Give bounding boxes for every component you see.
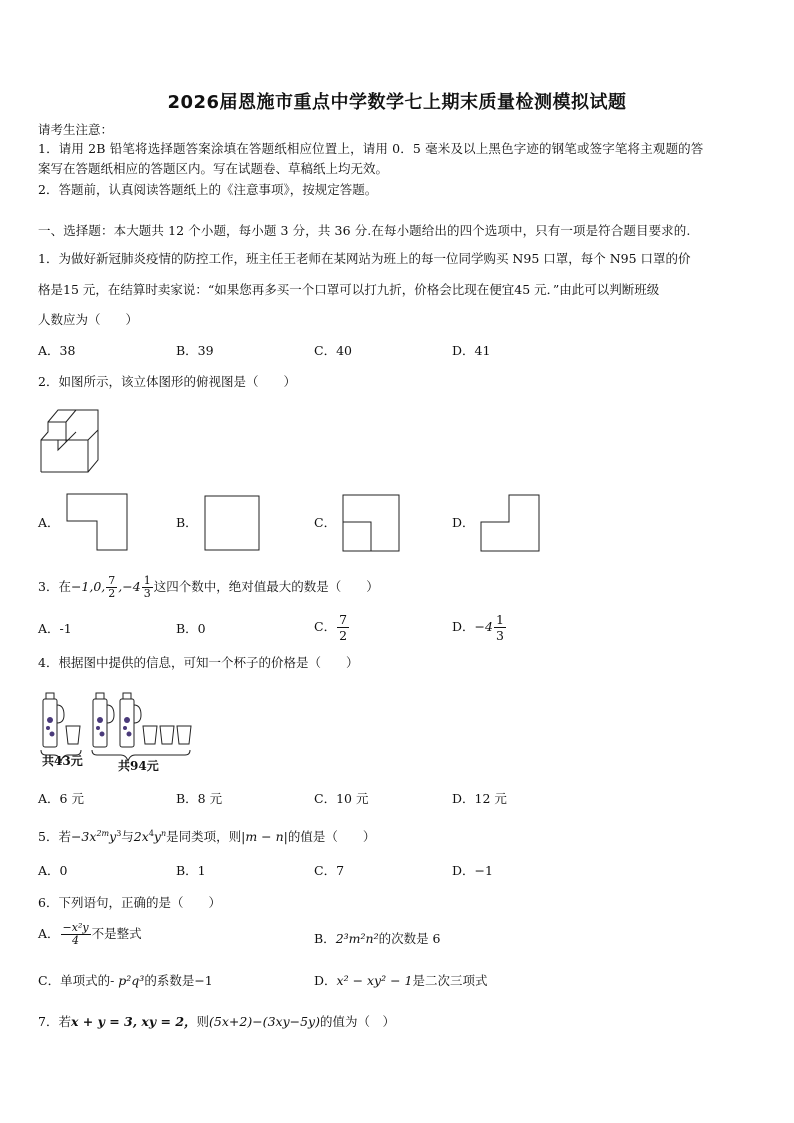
q4-option-c[interactable]: C．10 元 — [314, 791, 369, 806]
page-title: 2026届恩施市重点中学数学七上期末质量检测模拟试题 — [167, 92, 627, 113]
q4-option-a[interactable]: A．6 元 — [38, 791, 84, 806]
q7-prefix: 7．若 — [38, 1014, 71, 1029]
q3-separator: ,−4 — [118, 579, 141, 594]
q7-condition: x + y = 3, xy = 2， — [70, 1014, 197, 1029]
q6-option-b[interactable] — [314, 930, 441, 948]
q6-option-c[interactable] — [38, 972, 213, 990]
q2-stem: 2．如图所示，该立体图形的俯视图是（ ） — [38, 374, 296, 389]
q7-then: 则 — [196, 1014, 210, 1029]
q5-option-a[interactable]: A．0 — [38, 863, 68, 878]
q5-option-d[interactable]: D．−1 — [452, 863, 493, 878]
q6-option-a-text: 不是整式 — [91, 926, 142, 941]
q7-expression: (5x+2)−(3xy−5y) — [209, 1014, 320, 1029]
q2-option-a-label[interactable]: A． — [38, 515, 60, 530]
notice-item-1-line-2: 案写在答题纸相应的答题区内。写在试题卷、草稿纸上均无效。 — [38, 161, 389, 176]
q3-option-d-fraction: $\frac{1}{3}$ — [495, 612, 504, 643]
q4-option-d[interactable]: D．12 元 — [452, 791, 507, 806]
q3-prefix: 3．在 — [38, 579, 71, 594]
q6-option-c-text: 的系数是−1 — [144, 973, 213, 988]
q5-and: 与 — [121, 829, 134, 845]
q2-option-c-label[interactable]: C． — [314, 515, 337, 530]
notice-item-1-line-1: 1．请用 2B 铅笔将选择题答案涂填在答题纸相应位置上，请用 0．5 毫米及以上黑色字迹的钢笔或签字笔将主观题的答 — [38, 141, 704, 156]
q3-fraction-1: $\frac{7}{2}$ — [108, 574, 116, 600]
q2-option-d-label[interactable]: D． — [452, 515, 475, 530]
section-heading: 一、选择题：本大题共 12 个小题，每小题 3 分，共 36 分.在每小题给出的四个选项中，只有一项是符合题目要求的. — [38, 223, 691, 238]
q5-term-2-y: y — [153, 829, 161, 845]
q2-option-d-figure[interactable] — [480, 494, 540, 552]
q5-option-b[interactable]: B．1 — [176, 863, 206, 878]
q5-term-1-y: y — [109, 829, 117, 845]
q6-stem: 6．下列语句，正确的是（ ） — [38, 895, 221, 910]
q3-option-d-whole: −4 — [474, 619, 493, 634]
q1-option-a[interactable]: A．38 — [38, 343, 76, 358]
notice-item-2: 2．答题前，认真阅读答题纸上的《注意事项》，按规定答题。 — [38, 182, 378, 197]
q6-option-d-label: D． — [314, 973, 337, 988]
q5-middle: 是同类项，则 — [166, 829, 242, 845]
q3-option-c-label: C． — [314, 619, 337, 634]
q5-suffix: 的值是（ ） — [287, 829, 376, 845]
q5-option-c[interactable]: C．7 — [314, 863, 345, 878]
q6-option-a[interactable] — [38, 922, 142, 947]
q3-stem — [38, 575, 379, 600]
q2-option-c-figure[interactable] — [342, 494, 400, 552]
q4-stem: 4．根据图中提供的信息，可知一个杯子的价格是（ ） — [38, 655, 359, 670]
q5-term-1-exp-x: 2m — [96, 829, 110, 838]
q4-caption-1: 共43元 — [42, 754, 83, 768]
q6-option-b-expr: 2³m²n² — [335, 931, 379, 946]
solid-figure-diagram — [38, 402, 104, 476]
q5-term-1: −3x — [70, 829, 97, 845]
q5-term-1-exp-y: 3 — [116, 829, 122, 838]
q1-line-1: 1．为做好新冠肺炎疫情的防控工作，班主任王老师在某网站为班上的每一位同学购买 N95 口罩，每个 N95 口罩的价 — [38, 251, 691, 266]
q5-prefix: 5．若 — [38, 829, 71, 845]
q6-option-a-label: A． — [38, 926, 60, 941]
q4-option-b[interactable]: B．8 元 — [176, 791, 223, 806]
q6-option-c-expr: - p²q³ — [110, 973, 145, 988]
q2-option-b-label[interactable]: B． — [176, 515, 198, 530]
q3-suffix: 这四个数中，绝对值最大的数是（ ） — [153, 579, 379, 594]
q3-option-a[interactable]: A．-1 — [38, 621, 72, 636]
notice-heading: 请考生注意： — [38, 122, 114, 137]
q2-option-a-figure[interactable] — [66, 493, 128, 551]
q3-fraction-2: $\frac{1}{3}$ — [143, 574, 151, 600]
q1-line-3: 人数应为（ ） — [38, 312, 139, 327]
q3-option-b[interactable]: B．0 — [176, 621, 206, 636]
q6-option-b-text: 的次数是 6 — [378, 931, 441, 946]
q7-stem — [38, 1013, 395, 1031]
q3-list-a: −1,0, — [70, 579, 106, 594]
q3-option-d[interactable] — [452, 612, 507, 643]
q6-option-c-label: C．单项式的 — [38, 973, 111, 988]
q5-absolute-value: |m − n| — [241, 829, 288, 845]
q3-option-c[interactable] — [314, 612, 350, 643]
q4-caption-2: 共94元 — [118, 759, 159, 773]
q5-term-2: 2x — [133, 829, 149, 845]
q5-term-2-exp-x: 4 — [148, 829, 154, 838]
q6-option-a-fraction: $\frac{\text{−x²y}}{4}$ — [62, 921, 89, 947]
q1-line-2: 格是15 元，在结算时卖家说：“如果您再多买一个口罩可以打九折，价格会比现在便宜45 元．”由此可以判断班级 — [38, 282, 660, 297]
q2-option-b-figure[interactable] — [204, 495, 260, 551]
q6-option-b-label: B． — [314, 931, 336, 946]
q6-option-d[interactable] — [314, 972, 488, 990]
q1-option-d[interactable]: D．41 — [452, 343, 491, 358]
q3-option-c-fraction: $\frac{7}{2}$ — [339, 612, 348, 643]
q1-option-b[interactable]: B．39 — [176, 343, 214, 358]
q6-option-d-expr: x² − xy² − 1 — [336, 973, 413, 988]
q6-option-d-text: 是二次三项式 — [412, 973, 488, 988]
q5-term-2-exp-y: n — [160, 829, 167, 838]
q1-option-c[interactable]: C．40 — [314, 343, 352, 358]
q3-option-d-label: D． — [452, 619, 475, 634]
q7-suffix: 的值为（ ） — [320, 1014, 396, 1029]
q5-stem — [38, 825, 375, 846]
